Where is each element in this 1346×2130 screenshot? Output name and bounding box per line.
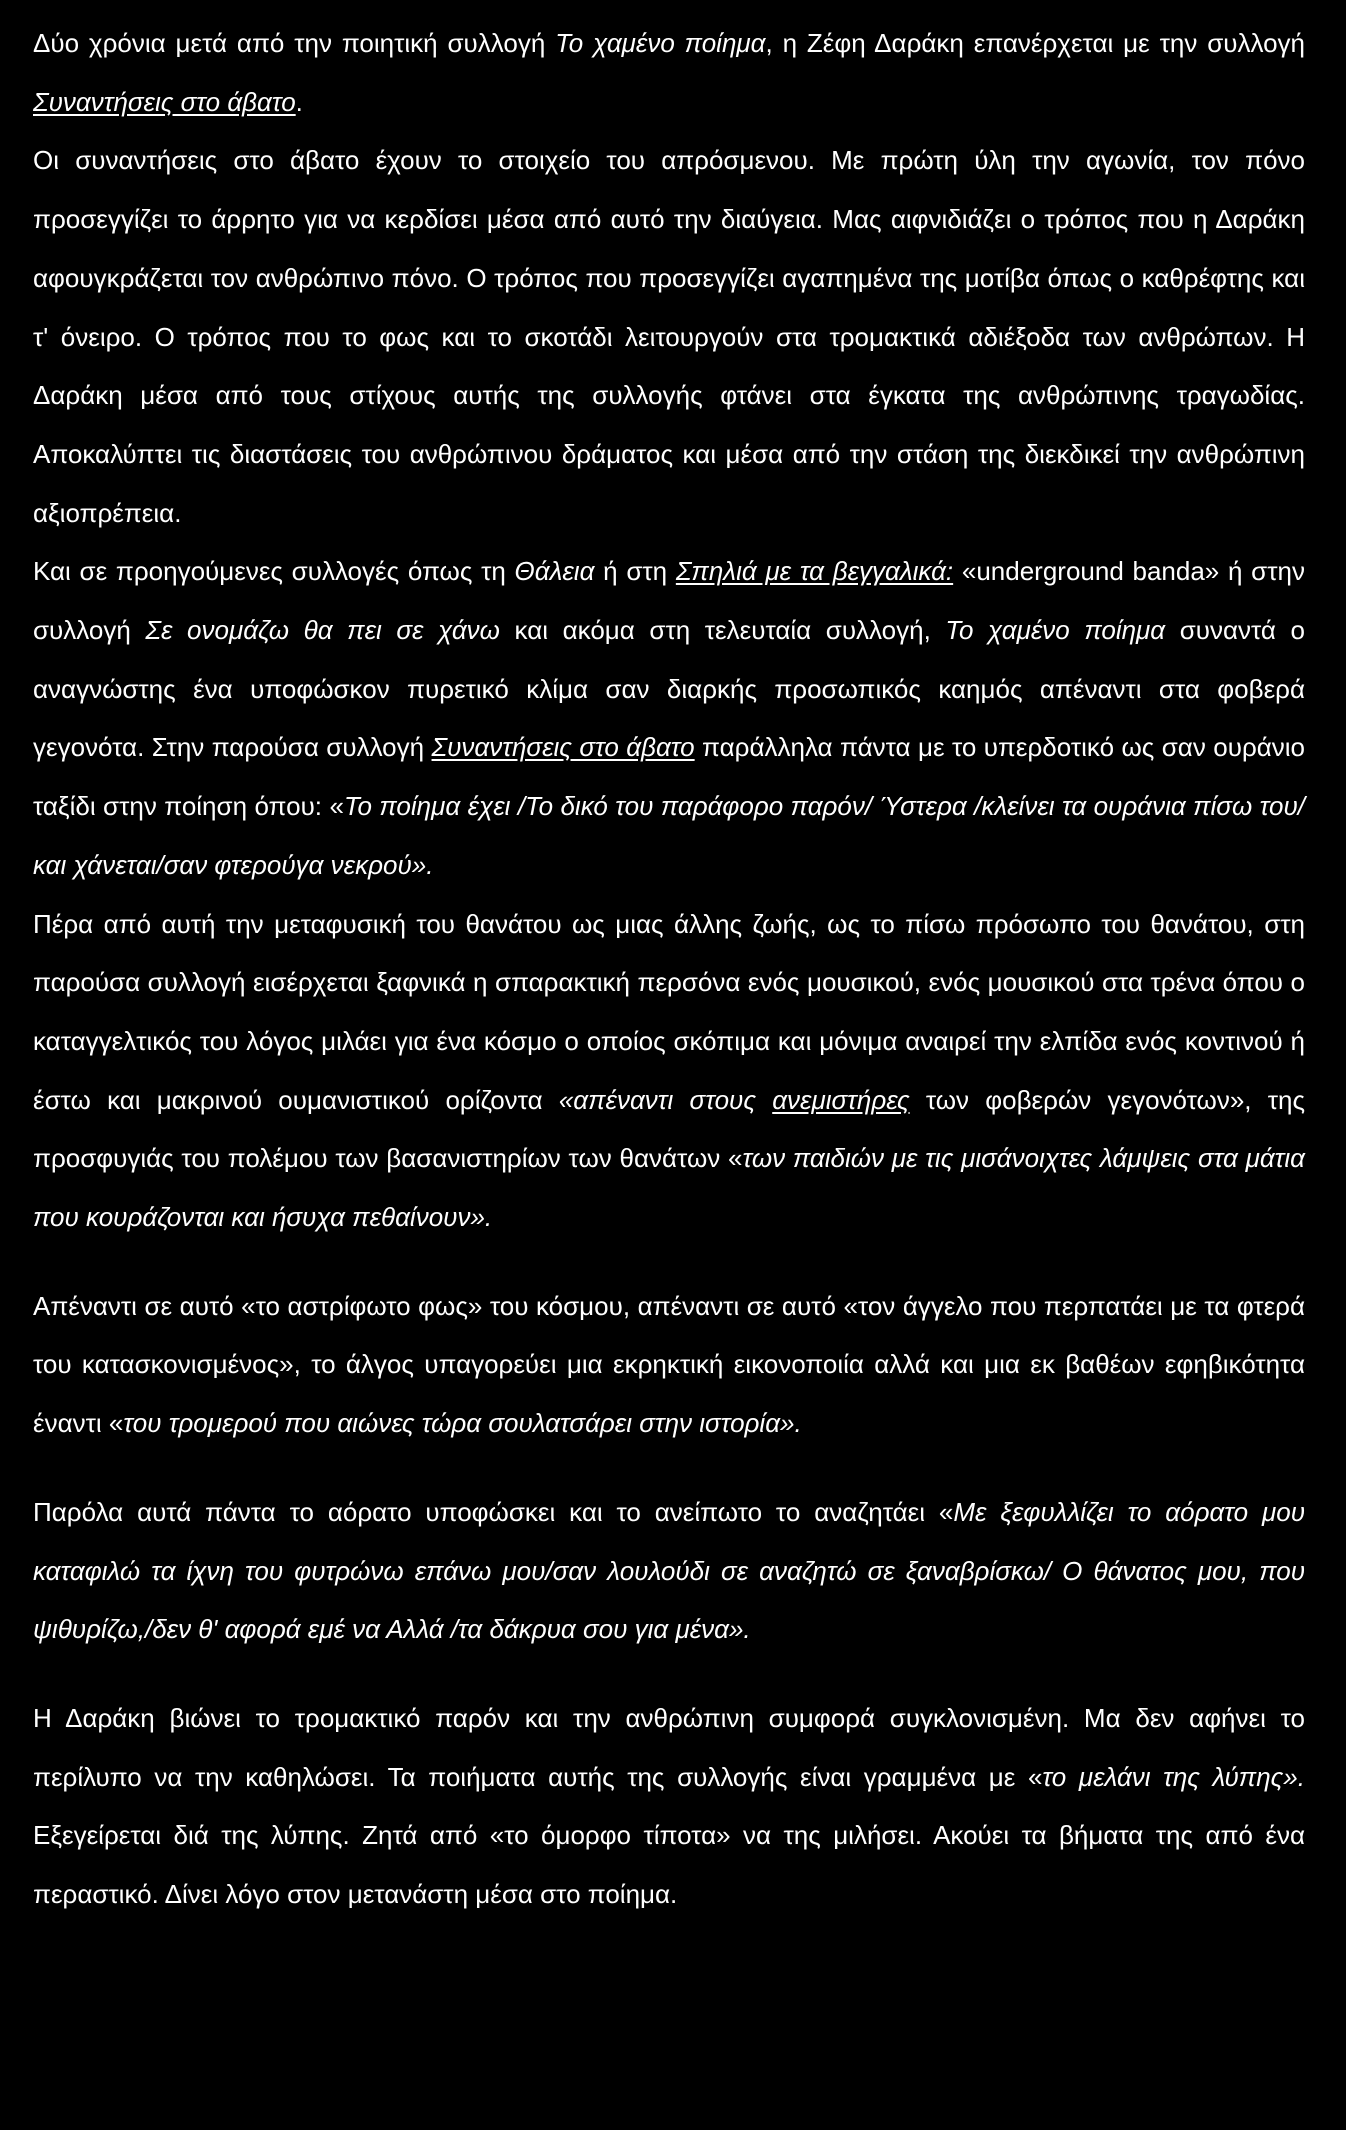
text: Η Δαράκη βιώνει το τρομακτικό παρόν και την ανθρώπινη συμφορά συγκλονισμένη. Μα δεν αφήνει το περίλυπο να την καθηλώσει. Τα ποιήματα αυτής της συλλογής είναι γραμμένα με «	[33, 1702, 1305, 1792]
text: «underground banda» ή στην συλλογή	[33, 556, 1305, 646]
text: Εξεγείρεται διά της λύπης. Ζητά από «το όμορφο τίποτα» να της μιλήσει. Ακούει τα βήματα της από ένα περαστικό. Δίνει λόγο στον μετανάστη μέσα στο ποίημα.	[33, 1820, 1305, 1910]
poem-quote: το μελάνι της λύπης».	[1042, 1761, 1305, 1792]
paragraph-1	[33, 14, 1305, 131]
paragraph-3	[33, 542, 1305, 894]
poem-quote: «απέναντι στους	[558, 1084, 773, 1115]
paragraph-6	[33, 1483, 1305, 1659]
text: ή στη	[594, 556, 676, 587]
poem-quote: Με ξεφυλλίζει το αόρατο μου καταφιλώ τα ίχνη του φυτρώνω επάνω μου/σαν λουλούδι σε αναζητώ σε ξαναβρίσκω/ Ο θάνατος μου, που ψιθυρίζω,/δεν θ' αφορά εμέ να Αλλά /τα δάκρυα σου για μένα».	[33, 1496, 1306, 1645]
text: Πέρα από αυτή την μεταφυσική του θανάτου ως μιας άλλης ζωής, ως το πίσω πρόσωπο του θανάτου, στη παρούσα συλλογή εισέρχεται ξαφνικά η σπαρακτική περσόνα ενός μουσικού, ενός μουσικού στα τρένα όπου ο καταγγελτικός του λόγος μιλάει για ένα κόσμο ο οποίος σκόπιμα και μόνιμα αναιρεί την ελπίδα ενός κοντινού ή έστω και μακρινού ουμανιστικού ορίζοντα	[33, 908, 1305, 1115]
poem-quote: ανεμιστήρες	[772, 1084, 910, 1115]
book-title: Το χαμένο ποίημα	[555, 28, 766, 58]
paragraph-2	[33, 131, 1305, 542]
book-title: Σπηλιά με τα βεγγαλικά:	[675, 556, 954, 587]
text: Και σε προηγούμενες συλλογές όπως τη	[33, 556, 515, 587]
text: , η Ζέφη Δαράκη επανέρχεται με την συλλογή	[765, 28, 1306, 58]
book-title: Θάλεια	[514, 556, 595, 587]
text: Δύο χρόνια μετά από την ποιητική συλλογή	[33, 28, 556, 58]
text: συναντά ο αναγνώστης ένα υποφώσκον πυρετικό κλίμα σαν διαρκής προσωπικός καημός απέναντι στα φοβερά γεγονότα. Στην παρούσα συλλογή	[33, 615, 1306, 763]
poem-quote: του τρομερού που αιώνες τώρα σουλατσάρει στην ιστορία».	[123, 1408, 802, 1439]
book-title: Συναντήσεις στο άβατο	[431, 732, 695, 763]
article-text	[33, 14, 1305, 1924]
book-title: Σε ονομάζω θα πει σε χάνω	[145, 615, 500, 646]
text: Απέναντι σε αυτό «το αστρίφωτο φως» του κόσμου, απέναντι σε αυτό «τον άγγελο που περπατάει με τα φτερά του κατασκονισμένος», το άλγος υπαγορεύει μια εκρηκτική εικονοποιία αλλά και μια εκ βαθέων εφηβικότητα έναντι «	[33, 1290, 1305, 1439]
text: .	[295, 86, 303, 117]
poem-quote: των παιδιών με τις μισάνοιχτες λάμψεις στα μάτια που κουράζονται και ήσυχα πεθαίνουν».	[33, 1143, 1306, 1233]
text: Παρόλα αυτά πάντα το αόρατο υποφώσκει και το ανείπωτο το αναζητάει «	[33, 1496, 954, 1527]
text: Οι συναντήσεις στο άβατο έχουν το στοιχείο του απρόσμενου. Με πρώτη ύλη την αγωνία, τον πόνο προσεγγίζει το άρρητο για να κερδίσει μέσα από αυτό την διαύγεια. Μας αιφνιδιάζει ο τρόπος που η Δαράκη αφουγκράζεται τον ανθρώπινο πόνο. Ο τρόπος που προσεγγίζει αγαπημένα της μοτίβα όπως ο καθρέφτης και τ' όνειρο. Ο τρόπος που το φως και το σκοτάδι λειτουργούν στα τρομακτικά αδιέξοδα των ανθρώπων. Η Δαράκη μέσα από τους στίχους αυτής της συλλογής φτάνει στα έγκατα της ανθρώπινης τραγωδίας. Αποκαλύπτει τις διαστάσεις του ανθρώπινου δράματος και μέσα από την στάση της διεκδικεί την ανθρώπινη αξιοπρέπεια.	[33, 145, 1305, 528]
poem-quote: Το ποίημα έχει /Το δικό του παράφορο παρόν/ Ύστερα /κλείνει τα ουράνια πίσω του/και χάνεται/σαν φτερούγα νεκρού».	[33, 791, 1306, 880]
book-title: Συναντήσεις στο άβατο	[33, 86, 296, 117]
text: και ακόμα στη τελευταία συλλογή,	[499, 615, 946, 646]
text: των φοβερών γεγονότων», της προσφυγιάς του πολέμου των βασανιστηρίων των θανάτων «	[33, 1084, 1306, 1174]
paragraph-4	[33, 895, 1305, 1247]
paragraph-5	[33, 1277, 1305, 1453]
book-title: Το χαμένο ποίημα	[945, 615, 1166, 646]
text: παράλληλα πάντα με το υπερδοτικό ως σαν ουράνιο ταξίδι στην ποίηση όπου: «	[33, 732, 1306, 822]
paragraph-7	[33, 1689, 1305, 1924]
